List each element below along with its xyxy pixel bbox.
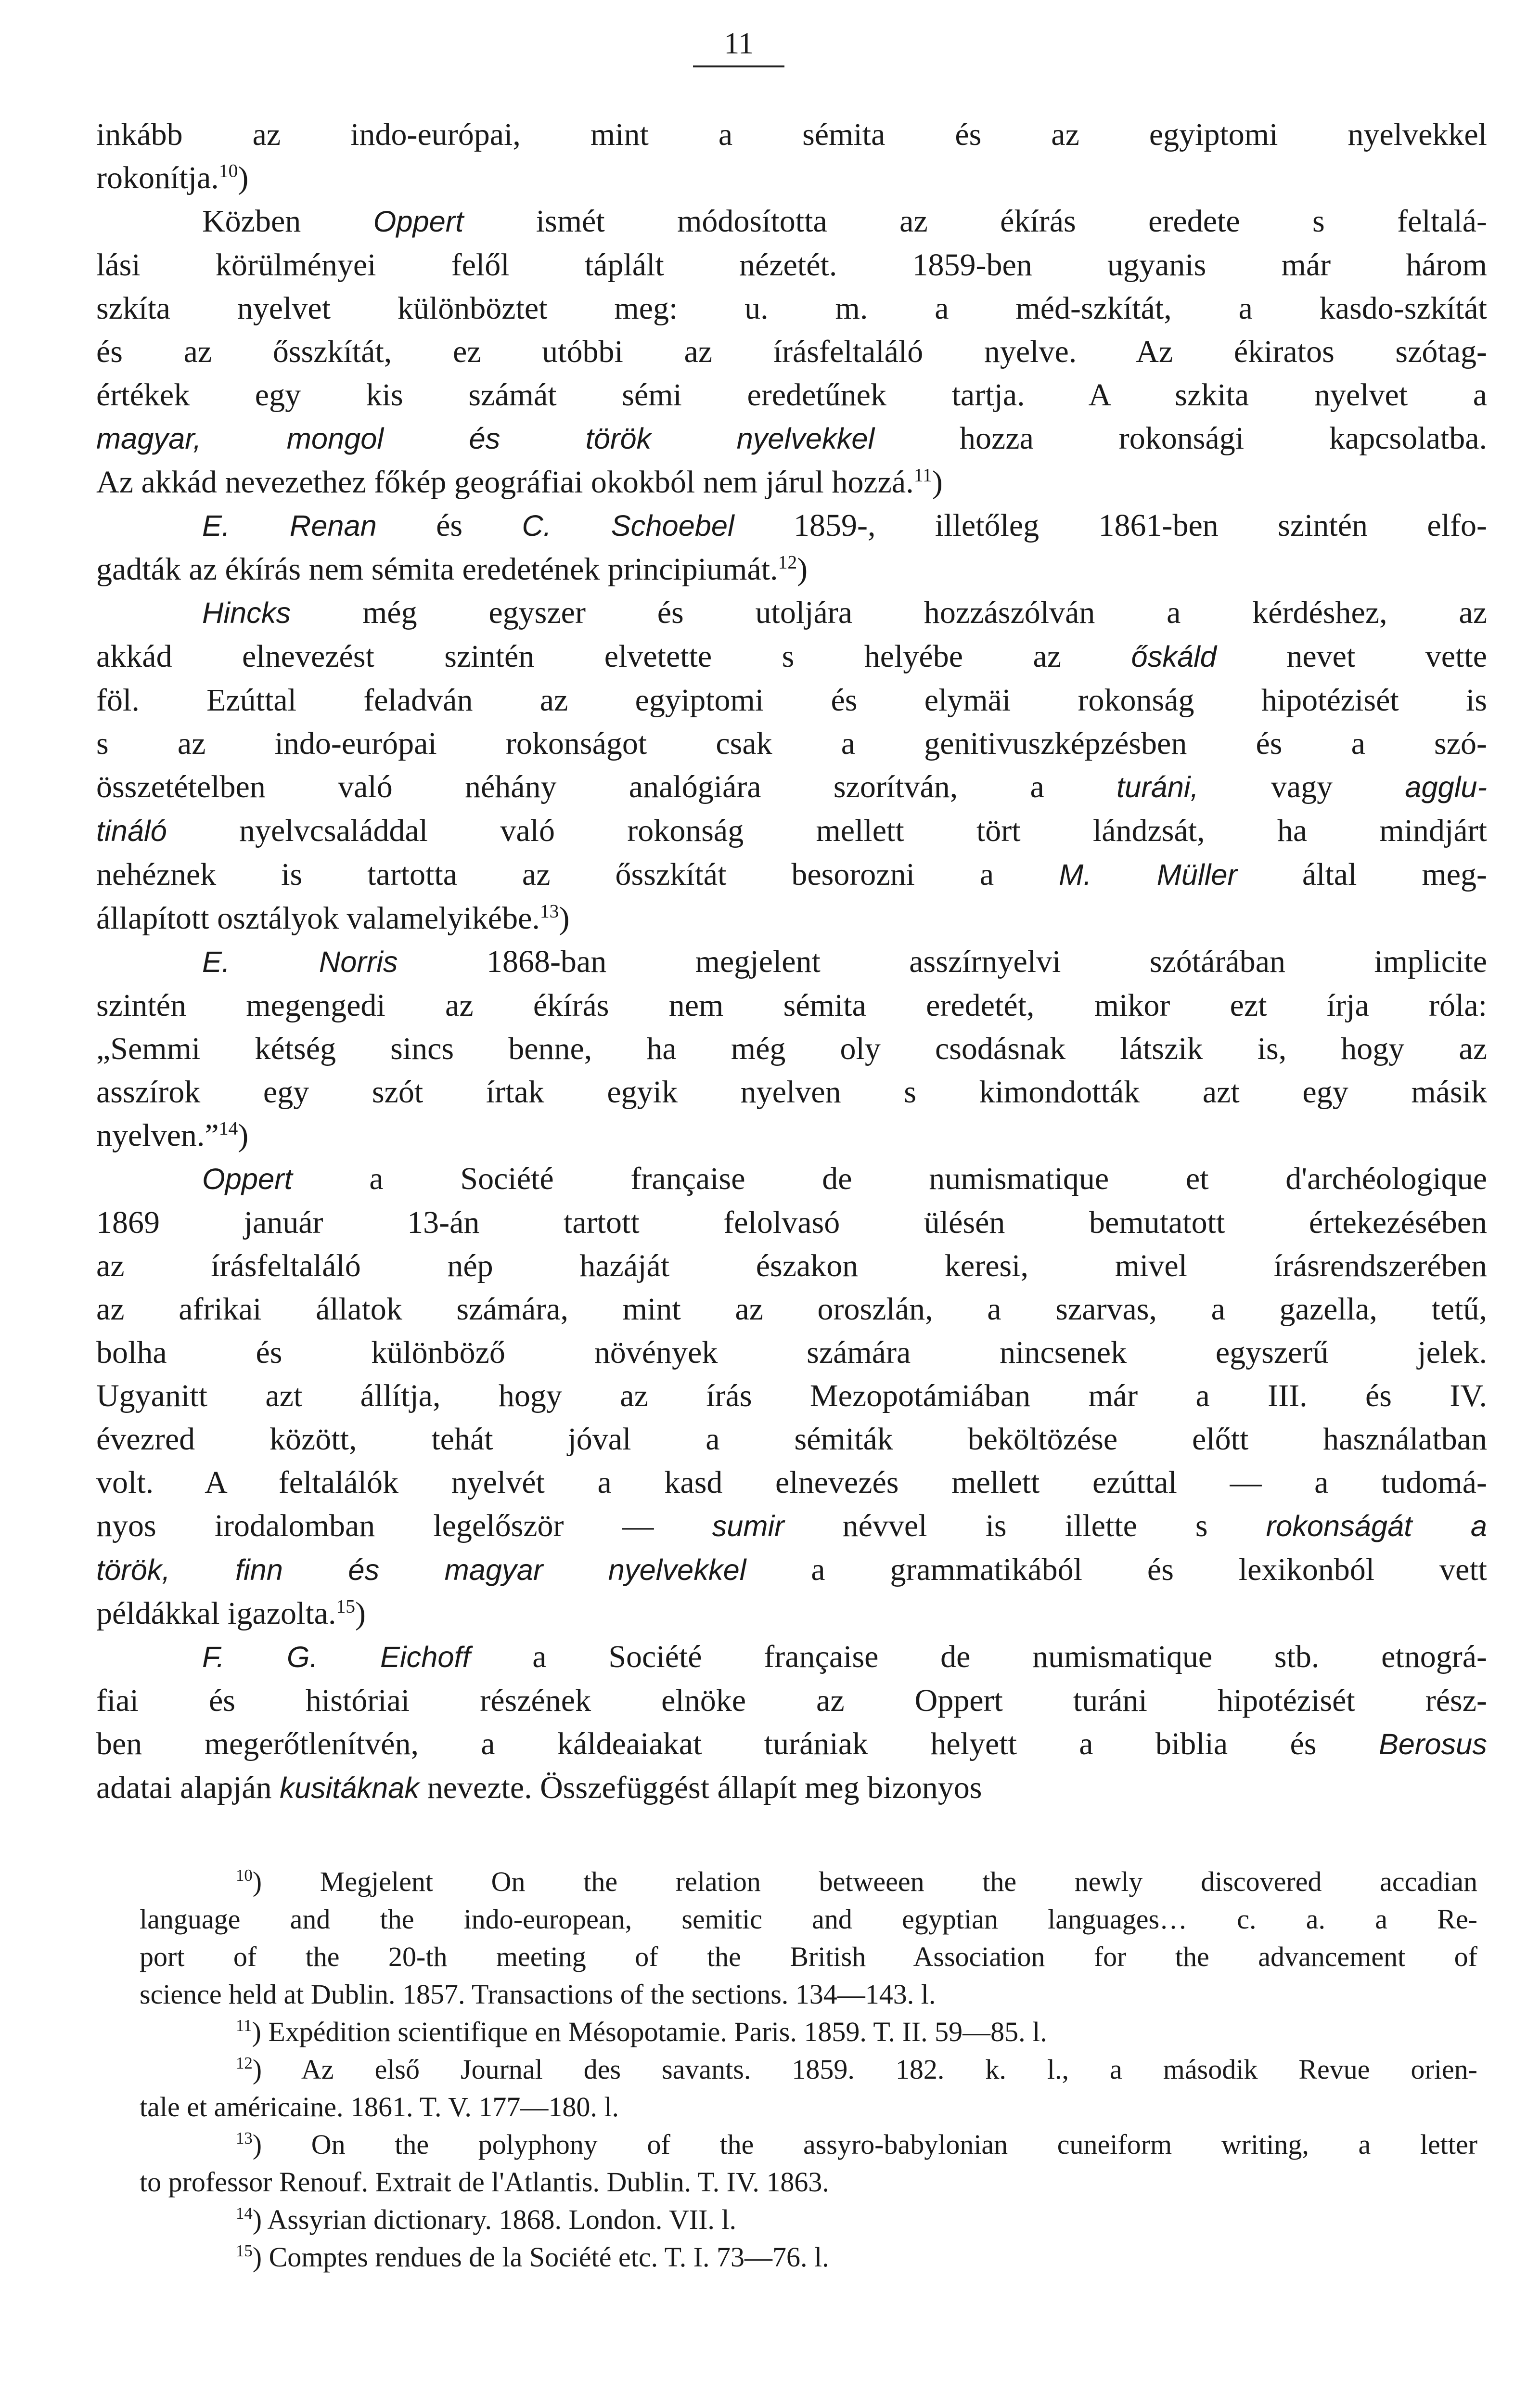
emphasized-text: magyar, mongol és török nyelvekkel bbox=[96, 422, 875, 455]
text-run: hozza rokonsági kapcsolatba. bbox=[874, 421, 1487, 456]
text-line bbox=[96, 679, 1487, 722]
emphasized-text: Hincks bbox=[202, 596, 291, 630]
emphasized-text: tináló bbox=[96, 815, 167, 848]
text-run: nevet vette bbox=[1216, 639, 1487, 674]
text-line bbox=[96, 809, 1487, 853]
footnote bbox=[140, 2201, 1477, 2239]
text-line bbox=[96, 417, 1487, 461]
text-run: ) bbox=[355, 1596, 366, 1631]
paragraph bbox=[96, 1635, 1487, 1810]
text-run: még egyszer és utoljára hozzászólván a kérdéshez, az bbox=[291, 595, 1487, 630]
text-line bbox=[96, 1288, 1487, 1331]
text-run: nehéznek is tartotta az ősszkítát besorozni a bbox=[96, 857, 1059, 892]
text-line bbox=[96, 1114, 1487, 1157]
text-run: példákkal igazolta. bbox=[96, 1596, 336, 1631]
text-run: „Semmi kétség sincs benne, ha még oly csodásnak látszik is, hogy az bbox=[96, 1031, 1487, 1066]
text-run: és az ősszkítát, ez utóbbi az írásfeltaláló nyelve. Az ékiratos szótag- bbox=[96, 334, 1487, 369]
text-run: és bbox=[376, 508, 522, 543]
text-run: 1869 január 13-án tartott felolvasó ülésén bemutatott értekezésében bbox=[96, 1205, 1487, 1240]
footnote-reference: 15 bbox=[236, 2241, 253, 2261]
text-run: akkád elnevezést szintén elvetette s helyébe az bbox=[96, 639, 1131, 674]
text-run: nevezte. Összefüggést állapít meg bizonyos bbox=[419, 1770, 982, 1805]
text-line bbox=[140, 2163, 1477, 2201]
text-run: port of the 20-th meeting of the British Association for the advancement of bbox=[140, 1941, 1477, 1972]
text-run: az írásfeltaláló nép hazáját északon keresi, mivel írásrendszerében bbox=[96, 1248, 1487, 1283]
paragraph bbox=[96, 1157, 1487, 1635]
paragraph bbox=[96, 504, 1487, 591]
footnote-reference: 11 bbox=[236, 2016, 252, 2035]
text-run: Közben bbox=[202, 204, 373, 239]
text-line bbox=[96, 765, 1487, 809]
footnote-reference: 13 bbox=[539, 900, 559, 922]
text-line bbox=[96, 1418, 1487, 1461]
footnote bbox=[140, 2126, 1477, 2201]
emphasized-text: agglu- bbox=[1405, 771, 1487, 804]
text-line bbox=[96, 1027, 1487, 1071]
text-run: vagy bbox=[1198, 769, 1405, 804]
text-line bbox=[96, 635, 1487, 679]
text-run: language and the indo-european, semitic and egyptian languages… c. a. a Re- bbox=[140, 1903, 1477, 1935]
text-run: s az indo-európai rokonságot csak a genitivuszképzésben és a szó- bbox=[96, 726, 1487, 761]
text-line bbox=[96, 1504, 1487, 1548]
text-line bbox=[96, 1592, 1487, 1635]
footnote-reference: 13 bbox=[236, 2129, 253, 2148]
text-line bbox=[96, 1157, 1487, 1201]
text-run: inkább az indo-európai, mint a sémita és az egyiptomi nyelvekkel bbox=[96, 117, 1487, 152]
text-run: által meg- bbox=[1237, 857, 1487, 892]
text-line bbox=[96, 984, 1487, 1027]
footnote-reference: 12 bbox=[778, 551, 797, 573]
text-line bbox=[96, 1679, 1487, 1722]
text-run: a Société française de numismatique stb. etnográ- bbox=[470, 1639, 1487, 1674]
emphasized-text: sumir bbox=[712, 1510, 784, 1543]
text-line bbox=[96, 853, 1487, 897]
text-run: ) bbox=[238, 1118, 249, 1153]
page-number: 11 bbox=[693, 24, 784, 67]
text-line bbox=[96, 1461, 1487, 1504]
text-line bbox=[140, 1976, 1477, 2013]
text-line bbox=[140, 2088, 1477, 2126]
text-run: 1859-, illetőleg 1861-ben szintén elfo- bbox=[734, 508, 1488, 543]
text-line bbox=[96, 244, 1487, 287]
text-line bbox=[140, 2239, 1477, 2276]
text-run: évezred között, tehát jóval a sémiták beköltözése előtt használatban bbox=[96, 1422, 1487, 1457]
text-run: science held at Dublin. 1857. Transactions of the sections. 134—143. l. bbox=[140, 1979, 936, 2010]
text-run: ) Megjelent On the relation betweeen the newly discovered accadian bbox=[252, 1866, 1477, 1897]
text-run: ) Comptes rendues de la Société etc. T. I. 73—76. l. bbox=[252, 2241, 829, 2273]
text-run: 1868-ban megjelent asszírnyelvi szótárában implicite bbox=[398, 944, 1487, 979]
text-line bbox=[96, 1244, 1487, 1288]
text-run: adatai alapján bbox=[96, 1770, 280, 1805]
text-line bbox=[140, 1863, 1477, 1901]
footnote bbox=[140, 2051, 1477, 2126]
footnote bbox=[140, 2239, 1477, 2276]
text-run: névvel is illette s bbox=[784, 1508, 1266, 1543]
text-run: a grammatikából és lexikonból vett bbox=[746, 1552, 1487, 1587]
footnote bbox=[140, 2013, 1477, 2051]
text-run: rokonítja. bbox=[96, 160, 219, 195]
text-run: volt. A feltalálók nyelvét a kasd elnevezés mellett ezúttal — a tudomá- bbox=[96, 1465, 1487, 1500]
text-run: az afrikai állatok számára, mint az oroszlán, a szarvas, a gazella, tetű, bbox=[96, 1292, 1487, 1327]
emphasized-text: kusitáknak bbox=[280, 1772, 420, 1805]
text-run: ) Expédition scientifique en Mésopotamie. Paris. 1859. T. II. 59—85. l. bbox=[252, 2016, 1047, 2047]
text-line bbox=[96, 1635, 1487, 1679]
text-line bbox=[140, 2051, 1477, 2088]
emphasized-text: M. Müller bbox=[1059, 858, 1237, 892]
text-run: ) bbox=[238, 160, 249, 195]
footnote-reference: 14 bbox=[218, 1117, 238, 1139]
text-line bbox=[96, 504, 1487, 548]
text-run: szintén megengedi az ékírás nem sémita eredetét, mikor ezt írja róla: bbox=[96, 988, 1487, 1023]
text-line bbox=[96, 940, 1487, 984]
footnote-reference: 12 bbox=[236, 2054, 253, 2073]
text-line bbox=[96, 1071, 1487, 1114]
emphasized-text: E. Norris bbox=[202, 945, 398, 979]
footnote-reference: 14 bbox=[236, 2204, 253, 2223]
emphasized-text: Oppert bbox=[202, 1163, 293, 1196]
text-line bbox=[96, 1331, 1487, 1374]
footnotes bbox=[140, 1863, 1477, 2295]
text-run: összetételben való néhány analógiára szorítván, a bbox=[96, 769, 1117, 804]
footnote-reference: 11 bbox=[913, 464, 932, 486]
text-run: ismét módosította az ékírás eredete s feltalá- bbox=[463, 204, 1487, 239]
paragraph bbox=[96, 200, 1487, 504]
text-line bbox=[140, 2013, 1477, 2051]
text-run: lási körülményei felől táplált nézetét. 1859-ben ugyanis már három bbox=[96, 247, 1487, 283]
emphasized-text: őskáld bbox=[1131, 640, 1217, 673]
text-line bbox=[96, 330, 1487, 374]
text-run: értékek egy kis számát sémi eredetűnek tartja. A szkita nyelvet a bbox=[96, 377, 1487, 413]
text-line bbox=[96, 1374, 1487, 1418]
paragraph bbox=[96, 940, 1487, 1157]
text-line bbox=[96, 113, 1487, 156]
text-run: to professor Renouf. Extrait de l'Atlantis. Dublin. T. IV. 1863. bbox=[140, 2166, 829, 2198]
text-run: állapított osztályok valamelyikébe. bbox=[96, 901, 540, 936]
text-line bbox=[96, 1766, 1487, 1810]
emphasized-text: F. G. Eichoff bbox=[202, 1641, 471, 1674]
text-run: Az akkád nevezethez főkép geográfiai okokból nem járul hozzá. bbox=[96, 465, 914, 500]
text-run: nyelvcsaláddal való rokonság mellett tört lándzsát, ha mindjárt bbox=[167, 813, 1487, 848]
text-line bbox=[96, 722, 1487, 765]
text-run: nyos irodalomban legelőször — bbox=[96, 1508, 712, 1543]
text-run: ) bbox=[932, 465, 943, 500]
text-run: a Société française de numismatique et d'archéologique bbox=[292, 1161, 1487, 1196]
text-line bbox=[140, 2201, 1477, 2239]
emphasized-text: C. Schoebel bbox=[522, 509, 734, 543]
text-line bbox=[140, 1938, 1477, 1976]
text-line bbox=[96, 1722, 1487, 1766]
text-run: fiai és históriai részének elnöke az Oppert turáni hipotézisét rész- bbox=[96, 1683, 1487, 1718]
body-text bbox=[96, 113, 1487, 1810]
text-line bbox=[96, 374, 1487, 417]
footnote bbox=[140, 1863, 1477, 2013]
text-line bbox=[96, 200, 1487, 244]
text-line bbox=[140, 2126, 1477, 2163]
text-run: gadták az ékírás nem sémita eredetének principiumát. bbox=[96, 552, 778, 587]
text-line bbox=[96, 1548, 1487, 1592]
text-run: nyelven.” bbox=[96, 1118, 219, 1153]
text-line bbox=[96, 156, 1487, 200]
emphasized-text: turáni, bbox=[1116, 771, 1199, 804]
text-run: ) Assyrian dictionary. 1868. London. VII. l. bbox=[252, 2204, 736, 2235]
emphasized-text: Berosus bbox=[1378, 1728, 1487, 1761]
paragraph bbox=[96, 113, 1487, 200]
text-line bbox=[96, 548, 1487, 591]
paragraph bbox=[96, 591, 1487, 940]
emphasized-text: rokonságát a bbox=[1266, 1510, 1488, 1543]
footnote-reference: 10 bbox=[236, 1866, 253, 1885]
text-line bbox=[96, 897, 1487, 940]
emphasized-text: E. Renan bbox=[202, 509, 377, 543]
text-run: ) bbox=[797, 552, 808, 587]
text-run: tale et américaine. 1861. T. V. 177—180. l. bbox=[140, 2091, 619, 2122]
emphasized-text: Oppert bbox=[373, 205, 464, 238]
text-run: Ugyanitt azt állítja, hogy az írás Mezopotámiában már a III. és IV. bbox=[96, 1378, 1487, 1413]
text-run: föl. Ezúttal feladván az egyiptomi és elymäi rokonság hipotézisét is bbox=[96, 683, 1487, 718]
text-line bbox=[140, 1901, 1477, 1938]
text-line bbox=[96, 591, 1487, 635]
text-line bbox=[96, 461, 1487, 504]
text-run: ) bbox=[559, 901, 570, 936]
text-run: asszírok egy szót írtak egyik nyelven s kimondották azt egy másik bbox=[96, 1074, 1487, 1110]
text-run: bolha és különböző növények számára nincsenek egyszerű jelek. bbox=[96, 1335, 1487, 1370]
text-run: szkíta nyelvet különböztet meg: u. m. a méd-szkítát, a kasdo-szkítát bbox=[96, 291, 1487, 326]
text-run: ) On the polyphony of the assyro-babylonian cuneiform writing, a letter bbox=[252, 2129, 1477, 2160]
text-run: ben megerőtlenítvén, a káldeaiakat turániak helyett a biblia és bbox=[96, 1726, 1379, 1761]
footnote-reference: 10 bbox=[218, 160, 238, 181]
text-line bbox=[96, 287, 1487, 330]
text-line bbox=[96, 1201, 1487, 1244]
footnote-reference: 15 bbox=[336, 1595, 356, 1617]
emphasized-text: török, finn és magyar nyelvekkel bbox=[96, 1553, 746, 1587]
text-run: ) Az első Journal des savants. 1859. 182. k. l., a második Revue orien- bbox=[252, 2054, 1477, 2085]
